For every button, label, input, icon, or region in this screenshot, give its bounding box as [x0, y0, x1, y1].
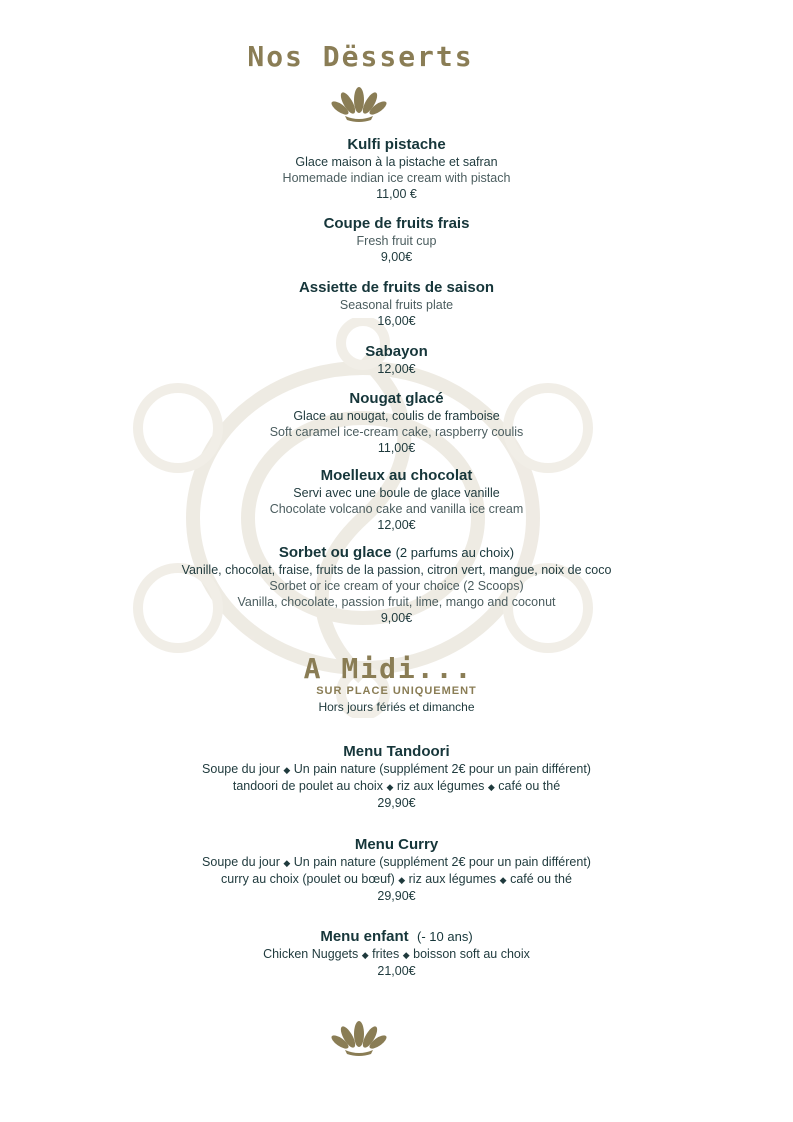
menu-item: Un pain nature (supplément 2€ pour un pain différent)	[293, 855, 591, 869]
separator-icon: ◆	[499, 875, 507, 885]
dessert-name: Sorbet ou glace	[278, 544, 392, 561]
menu-name: Menu Curry	[354, 836, 439, 853]
separator-icon: ◆	[398, 875, 406, 885]
lunch-menu	[0, 928, 793, 979]
separator-icon: ◆	[487, 782, 495, 792]
dessert-price: 9,00€	[380, 611, 413, 625]
dessert-item	[0, 390, 793, 456]
menu-line-1	[0, 946, 793, 963]
dessert-desc-fr: Glace maison à la pistache et safran	[295, 155, 498, 169]
dessert-name: Nougat glacé	[349, 390, 444, 407]
menu-name: Menu Tandoori	[343, 743, 450, 760]
separator-icon: ◆	[402, 950, 410, 960]
lunch-subtitle: SUR PLACE UNIQUEMENT	[316, 685, 477, 697]
lunch-menu	[0, 836, 793, 904]
dessert-desc-en: Seasonal fruits plate	[339, 298, 454, 312]
separator-icon: ◆	[283, 765, 291, 775]
dessert-desc-fr: Vanille, chocolat, fraise, fruits de la passion, citron vert, mangue, noix de coco	[181, 563, 612, 577]
dessert-desc-en: Chocolate volcano cake and vanilla ice cream	[269, 502, 524, 516]
menu-line-1	[0, 854, 793, 871]
dessert-item	[0, 279, 793, 329]
dessert-desc-en-2: Vanilla, chocolate, passion fruit, lime, mango and coconut	[237, 595, 556, 609]
dessert-price: 11,00 €	[376, 187, 417, 201]
dessert-desc-en: Soft caramel ice-cream cake, raspberry coulis	[269, 425, 524, 439]
dessert-price: 9,00€	[380, 250, 413, 264]
menu-line-1	[0, 761, 793, 778]
dessert-desc-en: Sorbet or ice cream of your choice (2 Scoops)	[269, 579, 524, 593]
dessert-item	[0, 136, 793, 202]
dessert-price: 16,00€	[377, 314, 416, 328]
menu-line-2	[0, 778, 793, 795]
dessert-desc-en: Fresh fruit cup	[356, 234, 437, 248]
menu-item: Un pain nature (supplément 2€ pour un pain différent)	[293, 762, 591, 776]
dessert-desc-fr: Glace au nougat, coulis de framboise	[293, 409, 500, 423]
menu-item: Chicken Nuggets	[263, 947, 359, 961]
dessert-price: 12,00€	[377, 518, 416, 532]
separator-icon: ◆	[386, 782, 394, 792]
menu-price: 29,90€	[377, 889, 416, 903]
dessert-item	[0, 544, 793, 626]
menu-item: boisson soft au choix	[413, 947, 530, 961]
dessert-desc-en: Homemade indian ice cream with pistach	[282, 171, 511, 185]
dessert-item	[0, 467, 793, 533]
menu-item: café ou thé	[498, 779, 561, 793]
dessert-price: 12,00€	[377, 362, 416, 376]
menu-item: Soupe du jour	[202, 762, 280, 776]
lotus-ornament-icon	[331, 1020, 387, 1058]
menu-name-extra: (- 10 ans)	[417, 929, 473, 944]
dessert-name-extra: (2 parfums au choix)	[395, 545, 515, 560]
menu-item: Soupe du jour	[202, 855, 280, 869]
dessert-item	[0, 343, 793, 377]
lunch-menu	[0, 743, 793, 811]
dessert-name: Sabayon	[365, 343, 428, 360]
desserts-title: Nos Dësserts	[247, 40, 474, 73]
lunch-title: A Midi...	[303, 652, 474, 685]
lunch-note: Hors jours fériés et dimanche	[318, 700, 475, 714]
menu-item: café ou thé	[510, 872, 572, 886]
dessert-name: Assiette de fruits de saison	[298, 279, 495, 296]
dessert-name: Coupe de fruits frais	[323, 215, 470, 232]
lotus-ornament-icon	[331, 86, 387, 124]
dessert-item	[0, 215, 793, 265]
separator-icon: ◆	[361, 950, 369, 960]
dessert-price: 11,00€	[377, 441, 416, 455]
menu-price: 29,90€	[377, 796, 416, 810]
dessert-name: Moelleux au chocolat	[320, 467, 473, 484]
menu-item: tandoori de poulet au choix	[232, 779, 383, 793]
separator-icon: ◆	[283, 858, 291, 868]
menu-price: 21,00€	[377, 964, 416, 978]
menu-name-row	[0, 928, 793, 946]
menu-item: frites	[372, 947, 400, 961]
menu-line-2	[0, 871, 793, 888]
menu-item: riz aux légumes	[408, 872, 497, 886]
menu-name: Menu enfant	[320, 928, 409, 945]
dessert-name: Kulfi pistache	[347, 136, 446, 153]
dessert-name-row	[0, 544, 793, 562]
dessert-desc-fr: Servi avec une boule de glace vanille	[293, 486, 500, 500]
menu-item: riz aux légumes	[396, 779, 485, 793]
menu-item: curry au choix (poulet ou bœuf)	[221, 872, 395, 886]
